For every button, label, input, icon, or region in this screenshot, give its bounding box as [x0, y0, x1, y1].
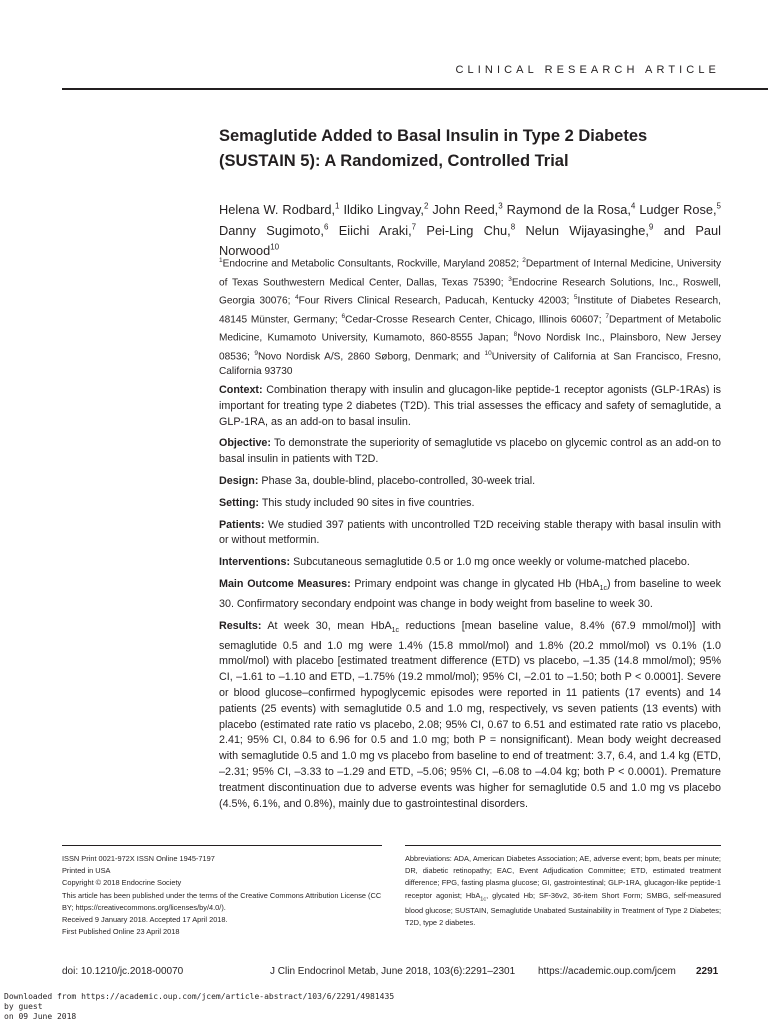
author: Ildiko Lingvay,$^2$ — [343, 202, 429, 218]
author: Nelun Wijayasinghe,$^9$ — [525, 222, 654, 238]
abbreviations: Abbreviations: ADA, American Diabetes Association; AE, adverse event; bpm, beats per minute; DR, diabetic retinopathy; EAC, Event Adjudication Committee; ETD, estimated treatment difference; FPG, fasting plasma glucose; GI, gastrointestinal; GLP-1RA, glucagon-like peptide-1 receptor agonist; HbA$_{1c}$, glycated Hb; SF-36v2, 36-item Short Form; SMBG, self-measured blood glucose; SUSTAIN, Semaglutide Unabated Sustainability in Treatment of Type 2 Diabetes; T2D, type 2 diabetes. — [405, 854, 721, 928]
abstract-results: Results: At week 30, mean HbA$_{1c}$ reductions [mean baseline value, 8.4% (67.9 mmol/mol)] with semaglutide 0.5 and 1.0 mg were 1.4% (15.8 mmol/mol) and 1.8% (20.2 mmol/mol) vs 0.1% (1.0 mmol/mol) with placebo [estimated treatment difference (ETD) vs placebo, –1.35 (14.8 mmol/mol); 95% CI, –1.61 to –1.10 and ETD, –1.75% (19.2 mmol/mol); 95% CI, –2.01 to –1.50; both P < 0.0001]. Severe or blood glucose–confirmed hypoglycemic episodes were reported in 11 patients (17 events) and 14 patients (25 events) with semaglutide 0.5 and 1.0 mg, respectively, vs seven patients (13 events) with placebo (estimated rate ratio vs placebo, 2.08; 95% CI, 0.67 to 6.51 and estimated rate ratio vs placebo, 2.41; 95% CI, 0.84 to 6.96 for 0.5 and 1.0 mg; both P = nonsignificant). Mean body weight decreased with semaglutide 0.5 and 1.0 mg vs placebo from baseline to end of treatment: 3.7, 6.4, and 1.4 kg (ETD, –2.31; 95% CI, –3.33 to –1.29 and ETD, –5.06; 95% CI, –6.08 to –4.04 kg; both P < 0.0001). Premature treatment discontinuation due to adverse events was higher for semaglutide 0.5 and 1.0 mg vs placebo (4.5%, 6.1%, and 0.8%), mainly due to gastrointestinal disorders. — [219, 619, 721, 810]
abstract-objective: Objective: To demonstrate the superiority of semaglutide vs placebo on glycemic control as an add-on to basal insulin in patients with T2D. — [219, 437, 721, 466]
author: Raymond de la Rosa,$^4$ — [506, 202, 636, 218]
author: Helena W. Rodbard,$^1$ — [219, 202, 340, 218]
author-list — [219, 198, 721, 259]
publication-info — [62, 853, 382, 938]
license-link[interactable]: https://creativecommons.org/licenses/by/4.0/ — [75, 902, 222, 912]
footnote-divider-left — [62, 845, 382, 846]
author: Pei-Ling Chu,$^8$ — [426, 222, 516, 238]
author: Eiichi Araki,$^7$ — [338, 222, 417, 238]
journal-citation: J Clin Endocrinol Metab, June 2018, 103(6):2291–2301 — [270, 966, 516, 977]
journal-url[interactable]: https://academic.oup.com/jcem — [538, 966, 676, 977]
license: This article has been published under the terms of the Creative Commons Attribution License (CC BY; https://creativecommons.org/licenses/by/4.0/). — [62, 890, 382, 912]
abstract — [219, 383, 721, 818]
affiliations: $^1$Endocrine and Metabolic Consultants, Rockville, Maryland 20852; $^2$Department of Internal Medicine, University of Texas Southwestern Medical Center, Dallas, Texas 75390; $^3$Endocrine Research Solutions, Inc., Roswell, Georgia 30076; $^4$Four Rivers Clinical Research, Paducah, Kentucky 42003; $^5$Institute of Diabetes Research, 48145 Münster, Germany; $^6$Cedar-Crosse Research Center, Chicago, Illinois 60607; $^7$Department of Metabolic Medicine, Kumamoto University, Kumamoto, 860-8555 Japan; $^8$Novo Nordisk Inc., Plainsboro, New Jersey 08536; $^9$Novo Nordisk A/S, 2860 Søborg, Denmark; and $^{10}$University of California at San Francisco, Fresno, California 93730 — [219, 257, 722, 378]
abstract-interventions: Interventions: Subcutaneous semaglutide 0.5 or 1.0 mg once weekly or volume-matched placebo. — [219, 556, 690, 569]
author: John Reed,$^3$ — [432, 202, 503, 218]
author: Danny Sugimoto,$^6$ — [219, 222, 329, 238]
abstract-design: Design: Phase 3a, double-blind, placebo-controlled, 30-week trial. — [219, 474, 536, 487]
abstract-patients: Patients: We studied 397 patients with uncontrolled T2D receiving stable therapy with basal insulin with or without metformin. — [219, 518, 721, 547]
received-date: Received 9 January 2018. Accepted 17 April 2018. — [62, 915, 228, 925]
author: Ludger Rose,$^5$ — [639, 202, 721, 218]
printed-in: Printed in USA — [62, 866, 111, 876]
author: and Paul Norwood$^{10}$ — [219, 222, 721, 258]
doi[interactable]: doi: 10.1210/jc.2018-00070 — [62, 966, 184, 977]
published-date: First Published Online 23 April 2018 — [62, 927, 180, 937]
copyright: Copyright © 2018 Endocrine Society — [62, 878, 182, 888]
header-divider — [62, 88, 768, 90]
page-number: 2291 — [696, 966, 719, 977]
footnote-divider-right — [405, 845, 721, 846]
abstract-context: Context: Combination therapy with insulin and glucagon-like peptide-1 receptor agonists (GLP-1RAs) is important for treating type 2 diabetes (T2D). This trial assesses the efficacy and safety of semaglutide, a GLP-1RA, as an add-on to basal insulin. — [219, 384, 721, 428]
section-label: CLINICAL RESEARCH ARTICLE — [455, 64, 720, 76]
abstract-outcome-measures: Main Outcome Measures: Primary endpoint was change in glycated Hb (HbA$_{1c}$) from baseline to week 30. Confirmatory secondary endpoint was change in body weight from baseline to week 30. — [219, 577, 721, 610]
abstract-setting: Setting: This study included 90 sites in five countries. — [219, 496, 475, 509]
issn: ISSN Print 0021-972X ISSN Online 1945-7197 — [62, 854, 215, 863]
download-notice: Downloaded from https://academic.oup.com/jcem/article-abstract/103/6/2291/4981435 by guest on 09 June 2018 — [4, 992, 395, 1021]
article-title: Semaglutide Added to Basal Insulin in Type 2 Diabetes (SUSTAIN 5): A Randomized, Controlled Trial — [219, 127, 648, 170]
